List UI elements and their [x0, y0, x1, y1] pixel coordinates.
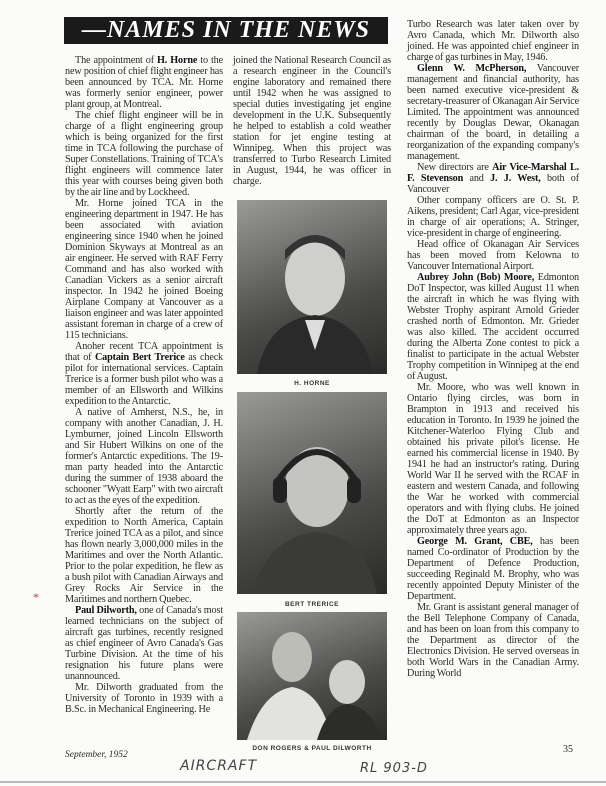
person-name: Paul Dilworth,	[75, 605, 137, 616]
paragraph-text: A native of Amherst, N.S., he, in company with another Canadian, J. H. Lymburner, joined Lincoln Ellsworth and Sir Hubert Wilkins on one of the former's Antarctic expeditions. The 19-man party headed into the Antarctic during the summer of 1938 aboard the schooner "Wyatt Earp" with two aircraft to act as the eyes of the expedition.	[65, 407, 223, 506]
paragraph-text: Shortly after the return of the expedition to North America, Captain Trerice joined TCA as a pilot, and since has flown nearly 3,000,000 miles in the Maritimes and over the North Atlantic. Prior to the polar expedition, he flew as a bush pilot with Canadian Airways and Grey Rocks Air Service in the Maritimes and northern Quebec.	[65, 506, 223, 605]
paragraph-text: Turbo Research was later taken over by Avro Canada, which Mr. Dilworth also joined. He was appointed chief engineer in charge of gas turbines in May, 1946.	[407, 19, 579, 63]
article-column-1	[65, 55, 223, 715]
paragraph	[407, 382, 579, 536]
article-column-2	[233, 55, 391, 187]
person-name: Captain Bert Trerice	[94, 352, 185, 363]
photo-h-horne	[237, 200, 387, 374]
paragraph	[407, 272, 579, 382]
paragraph-text: has been named Co-ordinator of Production by the Department of Defence Production, succeeding Reginald M. Brophy, who was recently appointed Deputy Minister of the Department.	[407, 536, 579, 602]
paragraph	[65, 198, 223, 341]
portrait-image	[237, 392, 387, 594]
photo-don-rogers-paul-dilworth	[237, 612, 387, 740]
photo-caption: H. HORNE	[294, 380, 330, 387]
paragraph	[233, 55, 391, 187]
paragraph	[407, 19, 579, 63]
group-photo-image	[237, 612, 387, 740]
person-name: George M. Grant, CBE,	[417, 536, 533, 547]
paragraph	[65, 605, 223, 682]
photo-caption: BERT TRERICE	[284, 601, 340, 608]
paragraph	[65, 407, 223, 506]
paragraph-text: joined the National Research Council as a research engineer in the Council's engine laboratory and remained there until 1942 when he was assigned to special duties investigating jet engine development in the U.K. Subsequently he helped to establish a cold weather station for jet engine testing at Winnipeg. When this project was transferred to Turbo Research Limited in August, 1944, he was officer in charge.	[233, 55, 391, 187]
paragraph	[65, 506, 223, 605]
paragraph	[65, 110, 223, 198]
paragraph-text: Other company officers are O. St. P. Aikens, president; Carl Agar, vice-president in charge of air operations; A. Stringer, vice-president in charge of engineering.	[407, 195, 579, 239]
paragraph-text: Mr. Horne joined TCA in the engineering department in 1947. He has been associated with aviation engineering since 1940 when he joined Dominion Skyways at Montreal as an air engineer. He served with RAF Ferry Command and has also worked with Canadian Vickers as a senior aircraft inspector. In 1942 he joined Boeing Airplane Company at Vancouver as a liaison engineer and was later appointed assistant foreman in charge of a crew of 115 technicians.	[65, 198, 223, 341]
person-name: Glenn W. McPherson,	[417, 63, 527, 74]
paragraph-text: to the new position of chief flight engineer has been announced by TCA. Mr. Horne was formerly senior engineer, power plant group, at Montreal.	[65, 55, 223, 110]
page-number: 35	[563, 744, 573, 755]
photo-caption: DON ROGERS & PAUL DILWORTH	[252, 745, 372, 752]
paragraph-text: The chief flight engineer will be in charge of a flight engineering group which is being organized for the first time in TCA following the purchase of Super Constellations. Training of TCA's flight engineers will commence later this year with courses being given both by the air line and by Lockheed.	[65, 110, 223, 198]
paragraph	[407, 162, 579, 195]
person-name: Aubrey John (Bob) Moore,	[417, 272, 535, 283]
paragraph-text: Vancouver management and financial authority, has been named executive vice-president & secretary-treasurer of Okanagan Air Service Limited. The appointment was announced recently by Douglas Dewar, Okanagan chairman of the board, in detailing a reorganization of the expanding company's management.	[407, 63, 579, 162]
scan-edge-line	[0, 781, 606, 783]
article-column-3	[407, 19, 579, 679]
paragraph-text: Head office of Okanagan Air Services has been moved from Kelowna to Vancouver International Airport.	[407, 239, 579, 272]
red-asterisk-mark: *	[33, 590, 39, 604]
paragraph	[407, 195, 579, 239]
person-name: J. J. West,	[490, 173, 541, 184]
portrait-image	[237, 200, 387, 374]
handwritten-annotation-aircraft: AIRCRAFT	[180, 758, 258, 774]
paragraph	[65, 682, 223, 715]
paragraph-text: The appointment of	[75, 55, 158, 66]
paragraph-text: both of Vancouver	[407, 173, 579, 195]
paragraph-text: Mr. Dilworth graduated from the University of Toronto in 1939 with a B.Sc. in Mechanical Engineering. He	[65, 682, 223, 715]
paragraph	[407, 536, 579, 602]
person-name: H. Horne	[157, 55, 198, 66]
paragraph	[407, 239, 579, 272]
section-title-banner: —NAMES IN THE NEWS	[64, 17, 388, 44]
paragraph-text: Mr. Grant is assistant general manager of the Bell Telephone Company of Canada, and has been on loan from this company to the Department as director of the Electronics Division. He served overseas in both World Wars in the Canadian Army. During World	[407, 602, 579, 679]
paragraph-text: as check pilot for international services. Captain Trerice is a former bush pilot who was a member of an Ellsworth and Wilkins expedition to the Antarctic.	[65, 352, 224, 407]
photo-bert-trerice	[237, 392, 387, 594]
paragraph-text: Edmonton DoT Inspector, was killed August 11 when the aircraft in which he was flying with Webster Trophy aspirant Arnold Grieder crashed north of Edmonton. Mr. Grieder was also killed. The accident occurred during the Alberta Zone contest to pick a finalist to participate in the actual Webster Trophy competition in Winnipeg at the end of August.	[407, 272, 579, 382]
paragraph-text: and	[463, 173, 491, 184]
paragraph	[65, 55, 223, 110]
paragraph-text: New directors are	[417, 162, 493, 173]
paragraph-text: one of Canada's most learned technicians on the subject of aircraft gas turbines, recently resigned as chief engineer of Avro Canada's Gas Turbine Division. At the time of his resignation his future plans were unannounced.	[65, 605, 223, 682]
paragraph	[407, 63, 579, 162]
paragraph	[65, 341, 223, 407]
handwritten-annotation-reference: RL 903-D	[360, 761, 428, 776]
issue-date: September, 1952	[65, 750, 128, 760]
person-name: Air Vice-Marshal L. F. Stevenson	[407, 162, 579, 184]
paragraph	[407, 602, 579, 679]
paragraph-text: Anoher recent TCA appointment is that of	[65, 341, 223, 363]
paragraph-text: Mr. Moore, who was well known in Ontario flying circles, was born in Brampton in 1913 and received his education in Toronto. In 1939 he joined the Kitchener-Waterloo Flying Club and obtained his private pilot's license. He earned his commercial license in 1940. By 1941 he had an instructor's rating. During World War II he served with the RCAF in eastern and western Canada, and following the War he worked with commercial operators and with flying clubs. He joined the DoT at Edmonton as an Inspector approximately three years ago.	[407, 382, 579, 536]
